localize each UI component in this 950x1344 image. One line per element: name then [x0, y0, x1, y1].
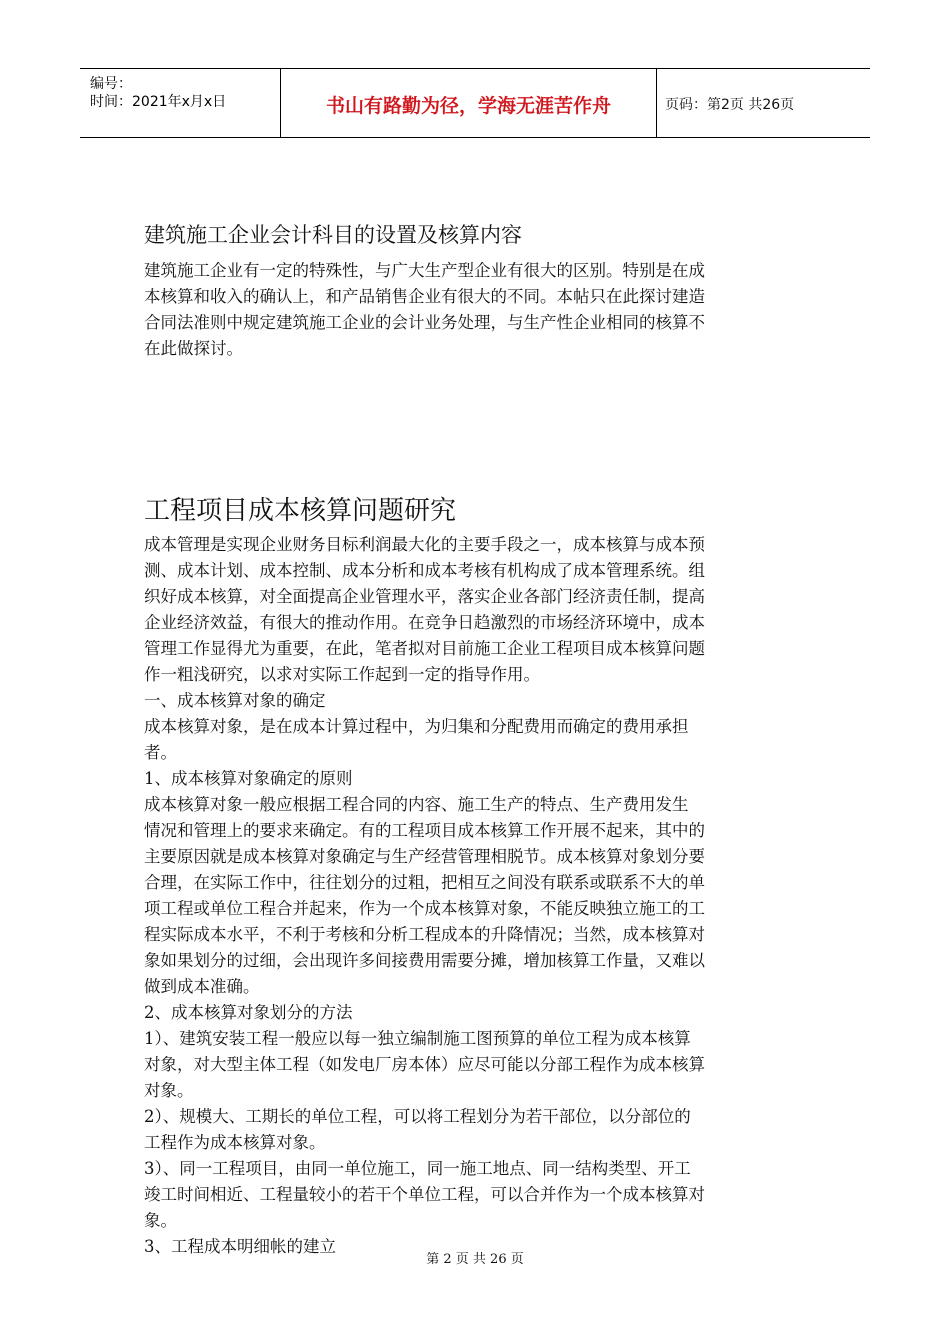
- header-info-cell: [80, 69, 281, 137]
- body-line: 织好成本核算，对全面提高企业管理水平，落实企业各部门经济责任制，提高: [144, 587, 705, 606]
- body-line: 合同法准则中规定建筑施工企业的会计业务处理，与生产性企业相同的核算不: [144, 313, 705, 332]
- body-line: 对象，对大型主体工程（如发电厂房本体）应尽可能以分部工程作为成本核算: [144, 1055, 705, 1074]
- body-line: 管理工作显得尤为重要，在此，笔者拟对目前施工企业工程项目成本核算问题: [144, 639, 705, 658]
- number-label: 编号：: [90, 76, 132, 92]
- body-line: 作一粗浅研究，以求对实际工作起到一定的指导作用。: [144, 665, 540, 684]
- page-footer: 第 2 页 共 26 页: [426, 1252, 524, 1267]
- body-line: 3）、同一工程项目，由同一单位施工，同一施工地点、同一结构类型、开工: [144, 1159, 691, 1178]
- body-line: 成本核算对象一般应根据工程合同的内容、施工生产的特点、生产费用发生: [144, 795, 689, 814]
- body-line: 主要原因就是成本核算对象确定与生产经营管理相脱节。成本核算对象划分要: [144, 847, 705, 866]
- section1-title: 建筑施工企业会计科目的设置及核算内容: [144, 223, 522, 247]
- motto-text: 书山有路勤为径，学海无涯苦作舟: [325, 95, 611, 117]
- section1-body: [144, 258, 804, 362]
- heading-line: 3、工程成本明细帐的建立: [144, 1237, 336, 1256]
- body-line: 工程作为成本核算对象。: [144, 1133, 326, 1152]
- body-line: 情况和管理上的要求来确定。有的工程项目成本核算工作开展不起来，其中的: [144, 821, 705, 840]
- body-line: 对象。: [144, 1081, 194, 1100]
- header-motto-cell: [281, 69, 657, 137]
- body-line: 程实际成本水平，不利于考核和分析工程成本的升降情况；当然，成本核算对: [144, 925, 705, 944]
- body-line: 在此做探讨。: [144, 339, 243, 358]
- body-line: 本核算和收入的确认上，和产品销售企业有很大的不同。本帖只在此探讨建造: [144, 287, 705, 306]
- body-line: 者。: [144, 743, 177, 762]
- heading-line: 一、成本核算对象的确定: [144, 691, 326, 710]
- body-line: 企业经济效益，有很大的推动作用。在竞争日趋激烈的市场经济环境中，成本: [144, 613, 705, 632]
- body-line: 成本核算对象，是在成本计算过程中，为归集和分配费用而确定的费用承担: [144, 717, 689, 736]
- header-page-cell: [657, 69, 870, 137]
- body-line: 建筑施工企业有一定的特殊性，与广大生产型企业有很大的区别。特别是在成: [144, 261, 705, 280]
- page-number-label: 页码：第2页 共26页: [665, 97, 795, 113]
- heading-line: 1、成本核算对象确定的原则: [144, 769, 353, 788]
- body-line: 成本管理是实现企业财务目标利润最大化的主要手段之一，成本核算与成本预: [144, 535, 705, 554]
- section2-title: 工程项目成本核算问题研究: [144, 496, 457, 526]
- body-line: 测、成本计划、成本控制、成本分析和成本考核有机构成了成本管理系统。组: [144, 561, 705, 580]
- heading-line: 2、成本核算对象划分的方法: [144, 1003, 353, 1022]
- body-line: 做到成本准确。: [144, 977, 260, 996]
- body-line: 1）、建筑安装工程一般应以每一独立编制施工图预算的单位工程为成本核算: [144, 1029, 691, 1048]
- section2-body: [144, 532, 804, 1260]
- body-line: 竣工时间相近、工程量较小的若干个单位工程，可以合并作为一个成本核算对: [144, 1185, 705, 1204]
- body-line: 2）、规模大、工期长的单位工程，可以将工程划分为若干部位，以分部位的: [144, 1107, 691, 1126]
- body-line: 项工程或单位工程合并起来，作为一个成本核算对象，不能反映独立施工的工: [144, 899, 705, 918]
- body-line: 合理，在实际工作中，往往划分的过粗，把相互之间没有联系或联系不大的单: [144, 873, 705, 892]
- body-line: 象如果划分的过细，会出现许多间接费用需要分摊，增加核算工作量，又难以: [144, 951, 705, 970]
- time-label: 时间：2021年x月x日: [90, 94, 227, 110]
- page-header: [80, 68, 870, 138]
- body-line: 象。: [144, 1211, 177, 1230]
